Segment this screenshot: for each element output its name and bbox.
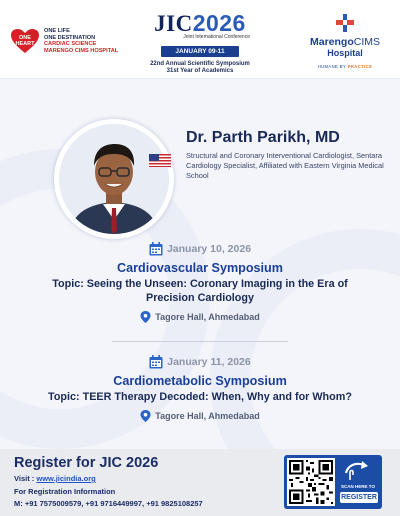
tap-hand-icon xyxy=(342,459,372,481)
event-topic: Topic: TEER Therapy Decoded: When, Why and for Whom? xyxy=(48,391,352,403)
event-title: Cardiometabolic Symposium xyxy=(113,374,287,388)
header xyxy=(0,0,400,78)
event-date: January 10, 2026 xyxy=(0,242,400,256)
marengo-cims-text: MARENGO CIMS HOSPITAL xyxy=(44,47,119,54)
hospital-name: MarengoCIMS xyxy=(309,36,380,48)
event-card xyxy=(0,355,400,422)
event-date: January 11, 2026 xyxy=(0,355,400,369)
mobile-numbers: M: +91 7575009579, +91 9716449997, +91 9825108257 xyxy=(14,499,203,508)
registration-footer xyxy=(0,449,400,516)
event-title: Cardiovascular Symposium xyxy=(117,261,283,275)
event-venue: Tagore Hall, Ahmedabad xyxy=(0,410,400,422)
registration-info-label: For Registration Information xyxy=(14,487,116,496)
calendar-icon xyxy=(149,355,163,369)
jic-title: JIC2026 xyxy=(154,10,246,36)
calendar-icon xyxy=(149,242,163,256)
register-title: Register for JIC 2026 xyxy=(14,455,159,471)
jic-symposium-line: 22nd Annual Scientific Symposium xyxy=(150,61,250,67)
event-venue: Tagore Hall, Ahmedabad xyxy=(0,311,400,323)
one-heart-logo xyxy=(10,28,118,54)
main-content xyxy=(0,79,400,449)
heart-text: ONE HEART xyxy=(15,35,35,48)
visit-line: Visit : www.jicindia.org xyxy=(14,474,96,483)
website-link[interactable]: www.jicindia.org xyxy=(36,474,96,483)
event-card xyxy=(0,242,400,323)
jic-dates: JANUARY 09-11 xyxy=(161,46,238,57)
hospital-cross-icon xyxy=(336,14,354,32)
scan-to-register-card[interactable] xyxy=(284,455,382,509)
location-pin-icon xyxy=(140,311,151,323)
hospital-tagline: HUMANE BY PRACTICE xyxy=(317,64,373,69)
jic-academics-line: 31st Year of Academics xyxy=(166,68,234,74)
register-button[interactable]: REGISTER xyxy=(341,494,377,501)
jic-logo xyxy=(140,12,260,75)
one-life-text: ONE LIFE xyxy=(44,28,70,34)
speaker-bio: Structural and Coronary Interventional Cardiologist, Sentara Cardiology Specialist, Affiliated with Eastern Virginia Medical School xyxy=(186,151,384,180)
speaker-photo-frame xyxy=(54,119,174,239)
speaker-photo xyxy=(59,124,169,234)
speaker-name: Dr. Parth Parikh, MD xyxy=(186,129,340,146)
us-flag-icon xyxy=(149,154,171,167)
heart-icon xyxy=(10,28,40,54)
jic-subtitle: Joint International Conference xyxy=(183,34,250,40)
hospital-word: Hospital xyxy=(327,48,363,58)
location-pin-icon xyxy=(140,410,151,422)
marengo-cims-logo xyxy=(300,14,390,69)
event-topic: Topic: Seeing the Unseen: Coronary Imaging in the Era of Precision Cardiology xyxy=(52,278,348,304)
jic-year: 2026 xyxy=(192,10,246,36)
one-destination-text: ONE DESTINATION xyxy=(44,34,96,41)
event-divider xyxy=(112,341,288,342)
qr-code[interactable] xyxy=(287,458,335,506)
scan-here-text: SCAN HERE TO xyxy=(341,484,375,489)
cardiac-science-text: CARDIAC SCIENCE xyxy=(44,41,97,48)
